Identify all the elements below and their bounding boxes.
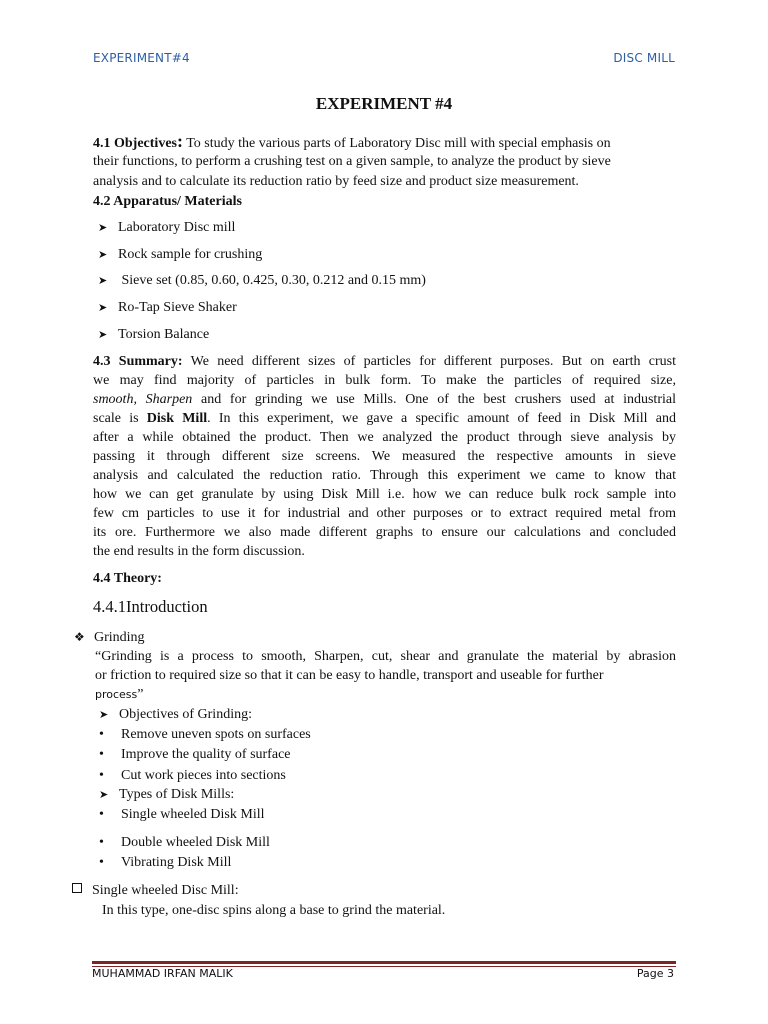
- grinding-label: Grinding: [94, 630, 145, 645]
- subheading-text: Single wheeled Disc Mill:: [92, 883, 239, 898]
- header-right: DISC MILL: [613, 51, 675, 65]
- summary-line: passing it through different size screens. We measured the respective amounts in sieve: [93, 449, 676, 464]
- summary-line: after a while obtained the product. Then we analyzed the product through sieve analysis by: [93, 430, 676, 445]
- subheading-text: Objectives of Grinding:: [119, 707, 252, 722]
- objectives-grinding-heading: [99, 705, 252, 725]
- summary-line: the end results in the form discussion.: [93, 544, 305, 559]
- apparatus-item: [98, 325, 209, 345]
- objectives-colon: :: [176, 131, 183, 151]
- list-item: [99, 766, 286, 786]
- objectives-line2: their functions, to perform a crushing test on a given sample, to analyze the product by sieve: [93, 154, 611, 169]
- list-item-text: Single wheeled Disk Mill: [121, 807, 265, 822]
- dot-bullet-icon: •: [99, 807, 104, 822]
- quote-text: process: [95, 688, 138, 701]
- dot-bullet-icon: •: [99, 747, 104, 762]
- single-wheeled-heading: [72, 881, 239, 901]
- summary-text: and for grinding we use Mills. One of the best crushers used at industrial: [192, 392, 676, 407]
- theory-heading: 4.4 Theory:: [93, 571, 162, 586]
- list-item-text: Cut work pieces into sections: [121, 768, 286, 783]
- summary-text: . In this experiment, we gave a specific amount of feed in Disk Mill and: [207, 411, 676, 426]
- apparatus-item-text: Sieve set (0.85, 0.60, 0.425, 0.30, 0.212 and 0.15 mm): [118, 273, 426, 288]
- list-item-text: Improve the quality of surface: [121, 747, 291, 762]
- summary-line: few cm particles to use it for industrial and other purposes or to extract required metal from: [93, 506, 676, 521]
- summary-line: [93, 352, 676, 372]
- square-bullet-icon: [72, 883, 82, 893]
- summary-label: 4.3 Summary:: [93, 354, 183, 369]
- list-item: [99, 725, 311, 745]
- summary-line: [93, 409, 676, 429]
- apparatus-item-text: Ro-Tap Sieve Shaker: [118, 300, 237, 315]
- summary-line: how we can get granulate by using Disk Mill i.e. how we can reduce bulk rock sample into: [93, 487, 676, 502]
- list-item-text: Double wheeled Disk Mill: [121, 835, 270, 850]
- quote-text: “Grinding is a process to smooth, Sharpen, cut, shear and granulate the material by abrasion: [95, 649, 676, 664]
- footer-rule: [92, 961, 676, 964]
- arrow-bullet-icon: ➤: [98, 301, 108, 314]
- summary-italic: smooth, Sharpen: [93, 392, 193, 407]
- apparatus-item-text: Torsion Balance: [118, 327, 210, 342]
- diamond-bullet-icon: ❖: [74, 630, 85, 644]
- summary-text: scale is: [93, 411, 147, 426]
- list-item: [99, 805, 265, 825]
- apparatus-item: [98, 218, 235, 238]
- dot-bullet-icon: •: [99, 855, 104, 870]
- arrow-bullet-icon: ➤: [99, 788, 109, 801]
- list-item-text: Remove uneven spots on surfaces: [121, 727, 311, 742]
- page-title: EXPERIMENT #4: [315, 94, 453, 113]
- footer-page-number: Page 3: [636, 967, 674, 980]
- arrow-bullet-icon: ➤: [99, 708, 109, 721]
- summary-line: [93, 390, 676, 410]
- summary-line: analysis and calculated the reduction ratio. Through this experiment we came to know that: [93, 468, 676, 483]
- apparatus-item: [98, 298, 237, 318]
- grinding-item: [74, 627, 145, 648]
- summary-line: we may find majority of particles in bulk form. To make the particles of required size,: [93, 373, 676, 388]
- apparatus-heading: 4.2 Apparatus/ Materials: [93, 194, 242, 209]
- arrow-bullet-icon: ➤: [98, 274, 108, 287]
- quote-close: ”: [137, 687, 144, 702]
- apparatus-item-text: Laboratory Disc mill: [118, 220, 236, 235]
- dot-bullet-icon: •: [99, 835, 104, 850]
- footer-author: MUHAMMAD IRFAN MALIK: [92, 967, 233, 980]
- grinding-quote-line: [95, 685, 678, 705]
- grinding-quote-line: [95, 647, 676, 667]
- dot-bullet-icon: •: [99, 768, 104, 783]
- header-left: EXPERIMENT#4: [93, 51, 190, 65]
- list-item: [99, 745, 291, 765]
- objectives-text1: To study the various parts of Laboratory Disc mill with special emphasis on: [182, 136, 611, 151]
- objectives-line3: analysis and to calculate its reduction ratio by feed size and product size measurement.: [93, 174, 579, 189]
- types-heading: [99, 785, 234, 805]
- list-item-text: Vibrating Disk Mill: [121, 855, 232, 870]
- single-wheeled-text: In this type, one-disc spins along a base to grind the material.: [102, 903, 446, 918]
- dot-bullet-icon: •: [99, 727, 104, 742]
- summary-bold: Disk Mill: [146, 411, 208, 426]
- apparatus-item: [98, 245, 262, 265]
- arrow-bullet-icon: ➤: [98, 248, 108, 261]
- arrow-bullet-icon: ➤: [98, 221, 108, 234]
- summary-line: its ore. Furthermore we also made different graphs to ensure our calculations and concluded: [93, 525, 676, 540]
- objectives-label: 4.1 Objectives: [93, 136, 177, 151]
- apparatus-item-text: Rock sample for crushing: [118, 247, 263, 262]
- subheading-text: Types of Disk Mills:: [119, 787, 235, 802]
- arrow-bullet-icon: ➤: [98, 328, 108, 341]
- list-item: [99, 833, 270, 853]
- grinding-quote-line: or friction to required size so that it can be easy to handle, transport and useable for further: [95, 668, 604, 683]
- apparatus-item: [98, 271, 426, 291]
- intro-heading: 4.4.1Introduction: [93, 597, 208, 616]
- objectives-line1: [93, 131, 676, 154]
- summary-text: We need different sizes of particles for different purposes. But on earth crust: [182, 354, 676, 369]
- list-item: [99, 853, 231, 873]
